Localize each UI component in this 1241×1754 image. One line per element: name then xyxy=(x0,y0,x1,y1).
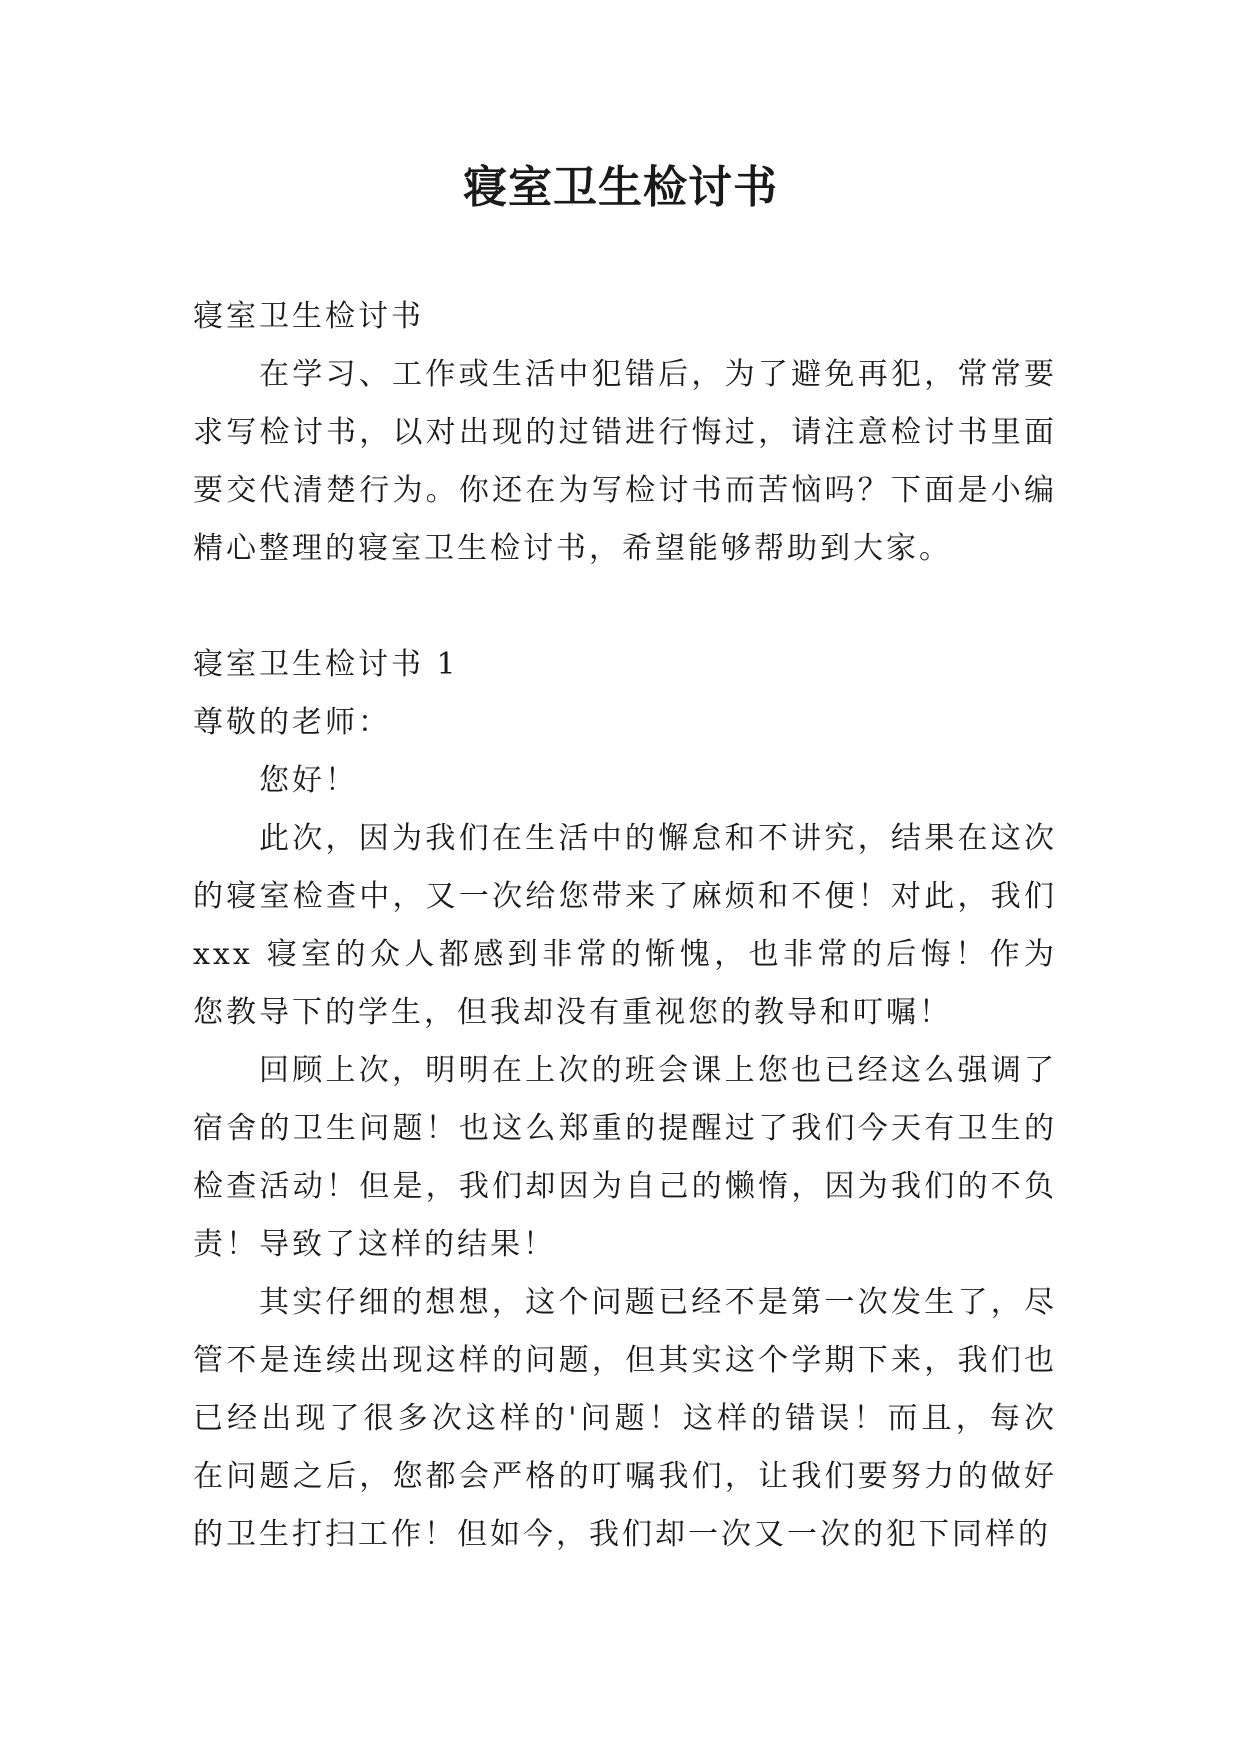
document-title: 寝室卫生检讨书 xyxy=(463,162,778,213)
body-paragraph: 其实仔细的想想，这个问题已经不是第一次发生了，尽管不是连续出现这样的问题，但其实这个学期下来，我们也已经出现了很多次这样的'问题！这样的错误！而且，每次在问题之后，您都会严格的叮嘱我们，让我们要努力的做好的卫生打扫工作！但如今，我们却一次又一次的犯下同样的 xyxy=(193,1285,1057,1552)
letter-heading: 寝室卫生检讨书 1 xyxy=(193,647,459,682)
document-body xyxy=(193,288,1057,1564)
intro-paragraph: 在学习、工作或生活中犯错后，为了避免再犯，常常要求写检讨书，以对出现的过错进行悔过，请注意检讨书里面要交代清楚行为。你还在为写检讨书而苦恼吗？下面是小编精心整理的寝室卫生检讨书，希望能够帮助到大家。 xyxy=(193,357,1057,566)
greeting: 您好！ xyxy=(259,763,358,798)
paragraph-spacer xyxy=(193,578,1057,636)
salutation: 尊敬的老师： xyxy=(193,705,391,740)
section-heading: 寝室卫生检讨书 xyxy=(193,299,424,334)
body-paragraph: 回顾上次，明明在上次的班会课上您也已经这么强调了宿舍的卫生问题！也这么郑重的提醒过了我们今天有卫生的检查活动！但是，我们却因为自己的懒惰，因为我们的不负责！导致了这样的结果！ xyxy=(193,1053,1057,1262)
body-paragraph: 此次，因为我们在生活中的懈怠和不讲究，结果在这次的寝室检查中，又一次给您带来了麻烦和不便！对此，我们 xxx 寝室的众人都感到非常的惭愧，也非常的后悔！作为您教导下的学生，但我却没有重视您的教导和叮嘱！ xyxy=(193,821,1057,1030)
